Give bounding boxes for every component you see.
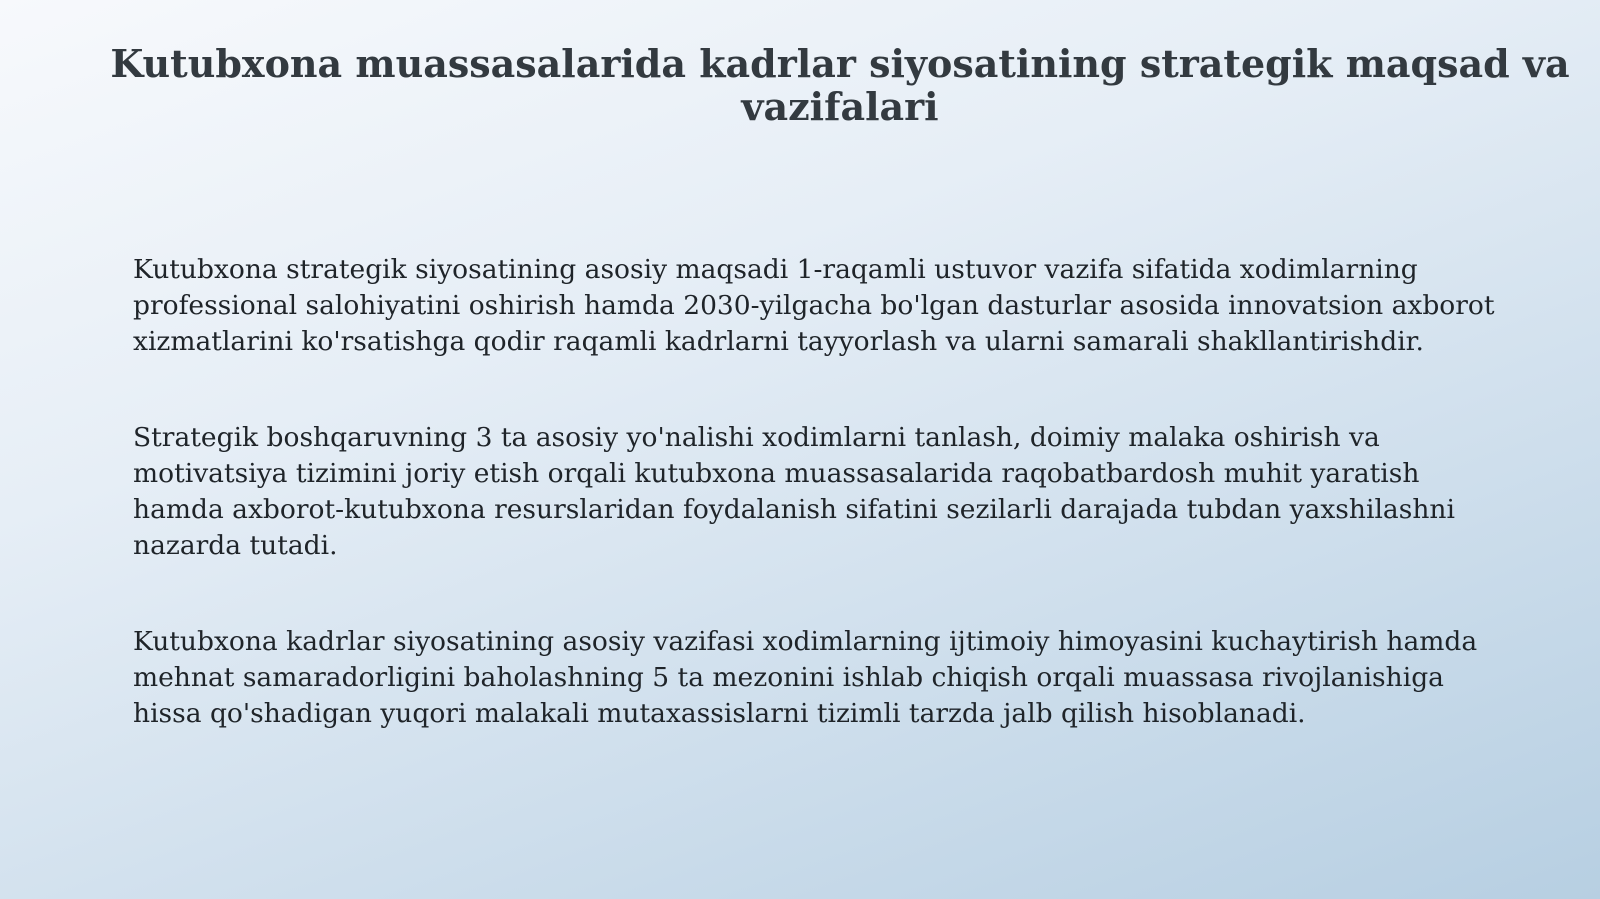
slide-body xyxy=(133,252,1513,732)
slide-title: Kutubxona muassasalarida kadrlar siyosatining strategik maqsad va vazifalari xyxy=(110,41,1570,129)
paragraph-goal: Kutubxona strategik siyosatining asosiy maqsadi 1-raqamli ustuvor vazifa sifatida xodimlarning professional salohiyatini oshirish hamda 2030-yilgacha bo'lgan dasturlar asosida innovatsion axborot xizmatlarini ko'rsatishga qodir raqamli kadrlarni tayyorlash va ularni samarali shakllantirishdir. xyxy=(133,254,1495,357)
paragraph-main-task: Kutubxona kadrlar siyosatining asosiy vazifasi xodimlarning ijtimoiy himoyasini kuchaytirish hamda mehnat samaradorligini baholashning 5 ta mezonini ishlab chiqish orqali muassasa rivojlanishiga hissa qo'shadigan yuqori malakali mutaxassislarni tizimli tarzda jalb qilish hisoblanadi. xyxy=(133,626,1478,729)
paragraph-strategic-directions: Strategik boshqaruvning 3 ta asosiy yo'nalishi xodimlarni tanlash, doimiy malaka oshirish va motivatsiya tizimini joriy etish orqali kutubxona muassasalarida raqobatbardosh muhit yaratish hamda axborot-kutubxona resurslaridan foydalanish sifatini sezilarli darajada tubdan yaxshilashni nazarda tutadi. xyxy=(133,422,1455,561)
